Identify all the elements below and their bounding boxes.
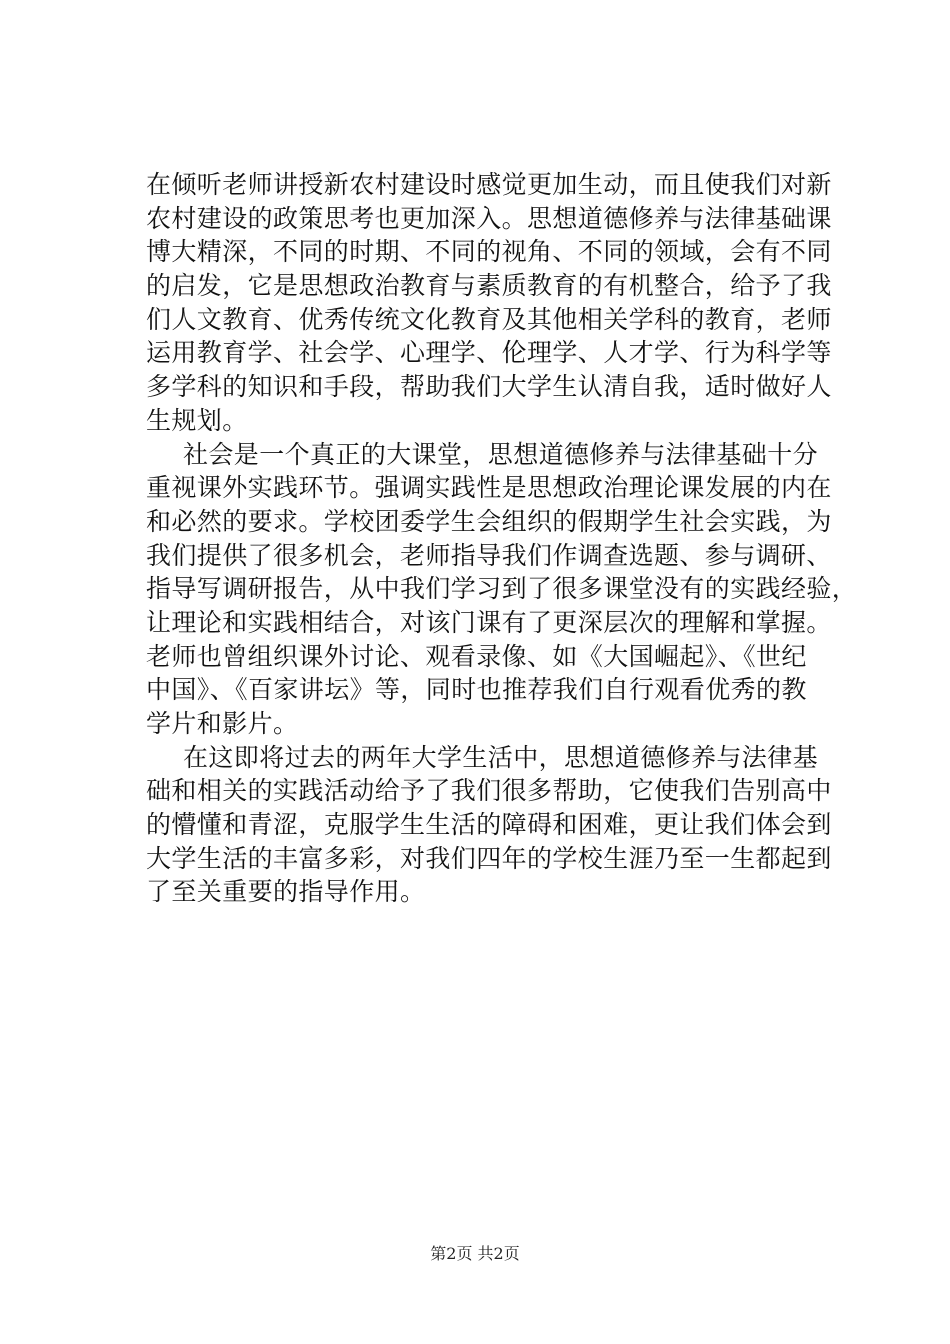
text-line: 让理论和实践相结合，对该门课有了更深层次的理解和掌握。 bbox=[146, 607, 832, 637]
text-line: 生规划。 bbox=[146, 405, 248, 435]
text-line: 指导写调研报告，从中我们学习到了很多课堂没有的实践经验， bbox=[146, 574, 858, 604]
body-text bbox=[146, 168, 858, 909]
page-number-footer: 第2页 共2页 bbox=[430, 1244, 520, 1263]
text-line: 老师也曾组织课外讨论、观看录像、如《大国崛起》、《世纪 bbox=[146, 641, 807, 671]
paragraph-start-line: 在这即将过去的两年大学生活中，思想道德修养与法律基 bbox=[183, 742, 819, 772]
text-line: 的懵懂和青涩，克服学生生活的障碍和困难，更让我们体会到 bbox=[146, 810, 832, 840]
text-line: 我们提供了很多机会，老师指导我们作调查选题、参与调研、 bbox=[146, 540, 832, 570]
text-line: 了至关重要的指导作用。 bbox=[146, 877, 426, 907]
text-line: 们人文教育、优秀传统文化教育及其他相关学科的教育，老师 bbox=[146, 304, 832, 334]
text-line: 大学生活的丰富多彩，对我们四年的学校生涯乃至一生都起到 bbox=[146, 843, 832, 873]
text-line: 农村建设的政策思考也更加深入。思想道德修养与法律基础课 bbox=[146, 203, 832, 233]
text-line: 运用教育学、社会学、心理学、伦理学、人才学、行为科学等 bbox=[146, 338, 832, 368]
text-line: 博大精深，不同的时期、不同的视角、不同的领域，会有不同 bbox=[146, 237, 832, 267]
paragraph-start-line: 社会是一个真正的大课堂，思想道德修养与法律基础十分 bbox=[183, 439, 819, 469]
text-line: 多学科的知识和手段，帮助我们大学生认清自我，适时做好人 bbox=[146, 372, 832, 402]
text-line: 中国》、《百家讲坛》等，同时也推荐我们自行观看优秀的教 bbox=[146, 675, 807, 705]
text-line: 的启发，它是思想政治教育与素质教育的有机整合，给予了我 bbox=[146, 271, 832, 301]
text-line: 和必然的要求。学校团委学生会组织的假期学生社会实践，为 bbox=[146, 506, 832, 536]
text-line: 在倾听老师讲授新农村建设时感觉更加生动，而且使我们对新 bbox=[146, 170, 832, 199]
text-line: 重视课外实践环节。强调实践性是思想政治理论课发展的内在 bbox=[146, 473, 832, 503]
text-line: 学片和影片。 bbox=[146, 709, 299, 738]
text-line: 础和相关的实践活动给予了我们很多帮助，它使我们告别高中 bbox=[146, 776, 832, 806]
